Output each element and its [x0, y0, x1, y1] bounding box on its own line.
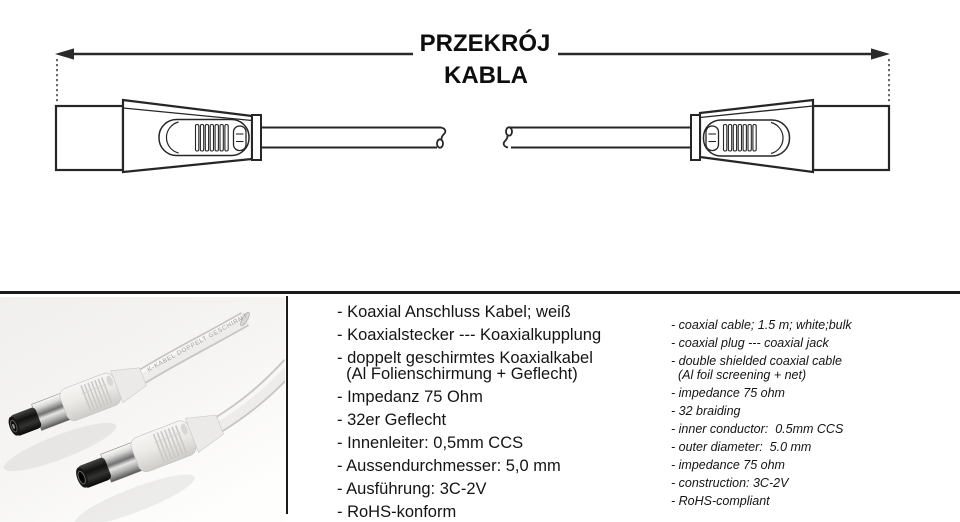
spec-line: (Al Folienschirmung + Geflecht) [337, 365, 578, 383]
spec-line: - Ausführung: 3C-2V [337, 480, 487, 498]
plug-barrel [56, 106, 123, 170]
right-jack-drawing [691, 100, 889, 172]
jack-oval-detail [706, 126, 719, 151]
cable-break-right [504, 136, 508, 148]
plug-grip-ridges [196, 125, 229, 152]
left-plug-drawing [56, 100, 261, 172]
specs-english-column [671, 318, 852, 508]
diagram-title [420, 29, 551, 89]
spec-line: - Koaxialstecker --- Koaxialkupplung [337, 326, 602, 344]
spec-line: - impedance 75 ohm [671, 458, 785, 472]
spec-line: - doppelt geschirmtes Koaxialkabel [337, 349, 593, 367]
specs-german-column [337, 304, 601, 520]
spec-line: (Al foil screening + net) [671, 368, 807, 382]
spec-line: - Impedanz 75 Ohm [337, 388, 483, 406]
spec-line: - RoHS-compliant [671, 494, 770, 508]
plug-cap [252, 115, 261, 160]
spec-line: - Innenleiter: 0,5mm CCS [337, 434, 524, 452]
title-line-2: KABLA [444, 62, 528, 89]
title-line-1: PRZEKRÓJ [419, 30, 551, 57]
spec-line: - RoHS-konform [337, 503, 457, 521]
horizontal-divider [0, 291, 960, 294]
jack-barrel [813, 106, 889, 170]
cable-print-text: K-KABEL DOPPELT GESCHIRMT [146, 312, 250, 374]
spec-line: - 32 braiding [671, 404, 741, 418]
spec-line: - construction: 3C-2V [671, 476, 789, 490]
arrowhead-left [55, 48, 74, 59]
product-photo [0, 297, 285, 522]
cable-lines [261, 127, 691, 147]
cable-break-left [441, 128, 445, 140]
spec-line: - double shielded coaxial cable [671, 354, 842, 368]
jack-grip-ridges [724, 125, 757, 152]
plug-oval-detail [234, 126, 247, 151]
spec-line: - impedance 75 ohm [671, 386, 785, 400]
spec-line: - Koaxial Anschluss Kabel; weiß [337, 303, 571, 321]
spec-line: - Aussendurchmesser: 5,0 mm [337, 457, 561, 475]
spec-line: - 32er Geflecht [337, 411, 447, 429]
spec-line: - outer diameter: 5.0 mm [671, 440, 812, 454]
jack-cap [691, 115, 700, 160]
spec-line: - inner conductor: 0.5mm CCS [671, 422, 844, 436]
spec-line: - coaxial plug --- coaxial jack [671, 336, 829, 350]
spec-line: - coaxial cable; 1.5 m; white;bulk [671, 318, 852, 332]
vertical-divider [286, 296, 288, 514]
arrowhead-right [871, 48, 890, 59]
